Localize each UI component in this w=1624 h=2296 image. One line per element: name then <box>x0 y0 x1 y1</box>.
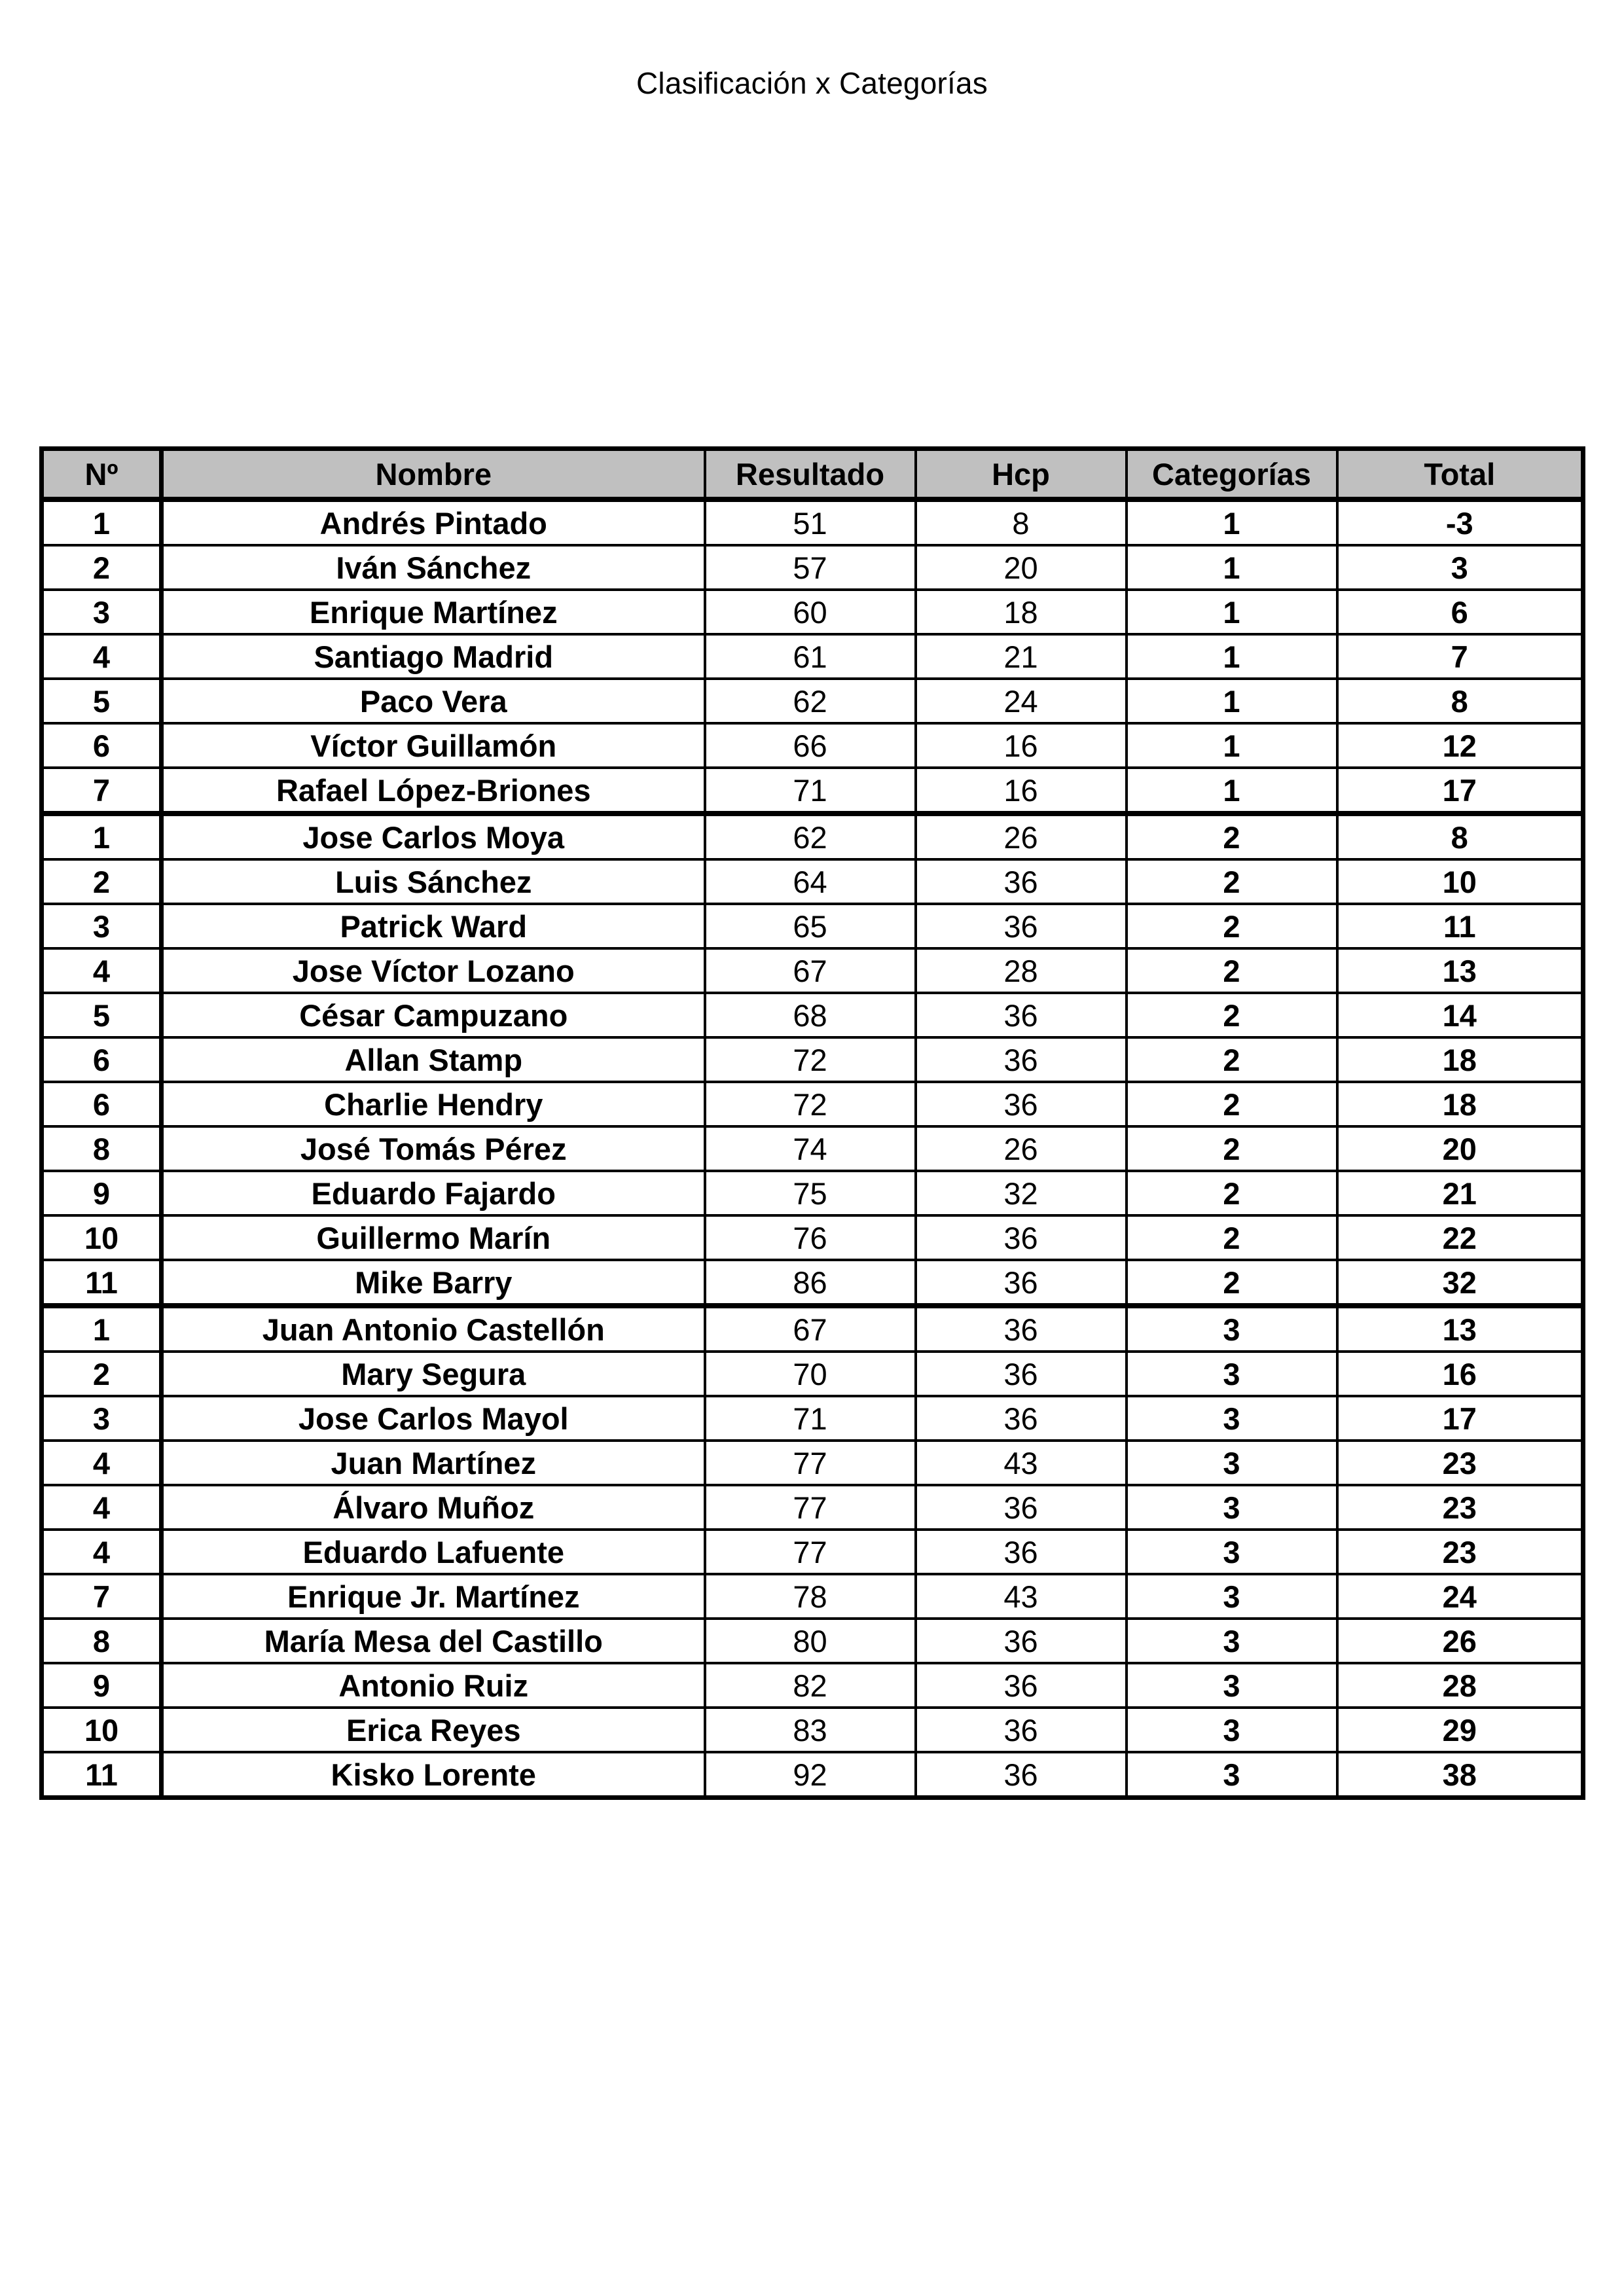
cell-hcp: 36 <box>916 1663 1127 1708</box>
cell-hcp: 26 <box>916 1126 1127 1171</box>
cell-name: Jose Víctor Lozano <box>162 948 705 993</box>
cell-num: 11 <box>42 1752 162 1798</box>
cell-num: 6 <box>42 723 162 768</box>
cell-result: 72 <box>705 1082 916 1126</box>
cell-num: 1 <box>42 499 162 545</box>
cell-num: 7 <box>42 1574 162 1619</box>
cell-result: 51 <box>705 499 916 545</box>
table-row <box>42 948 1583 993</box>
cell-result: 71 <box>705 768 916 814</box>
cell-num: 4 <box>42 1485 162 1530</box>
cell-hcp: 36 <box>916 1306 1127 1352</box>
cell-num: 6 <box>42 1082 162 1126</box>
cell-num: 8 <box>42 1619 162 1663</box>
cell-num: 8 <box>42 1126 162 1171</box>
table-row <box>42 1260 1583 1306</box>
table-row <box>42 1126 1583 1171</box>
table-row <box>42 1619 1583 1663</box>
table-row <box>42 499 1583 545</box>
cell-hcp: 36 <box>916 904 1127 948</box>
cell-result: 62 <box>705 814 916 859</box>
cell-name: María Mesa del Castillo <box>162 1619 705 1663</box>
cell-result: 86 <box>705 1260 916 1306</box>
table-header <box>42 449 1583 500</box>
cell-total: 16 <box>1337 1352 1583 1396</box>
table-row <box>42 723 1583 768</box>
cell-total: 23 <box>1337 1441 1583 1485</box>
table-row <box>42 590 1583 634</box>
cell-hcp: 36 <box>916 1215 1127 1260</box>
table-row <box>42 634 1583 679</box>
cell-result: 65 <box>705 904 916 948</box>
cell-num: 6 <box>42 1037 162 1082</box>
table-row <box>42 1306 1583 1352</box>
table-row <box>42 904 1583 948</box>
cell-result: 64 <box>705 859 916 904</box>
cell-category: 3 <box>1127 1663 1337 1708</box>
cell-name: Jose Carlos Mayol <box>162 1396 705 1441</box>
cell-num: 9 <box>42 1663 162 1708</box>
cell-category: 1 <box>1127 499 1337 545</box>
cell-total: 32 <box>1337 1260 1583 1306</box>
cell-result: 67 <box>705 1306 916 1352</box>
cell-category: 2 <box>1127 1082 1337 1126</box>
cell-name: Álvaro Muñoz <box>162 1485 705 1530</box>
cell-hcp: 36 <box>916 1485 1127 1530</box>
cell-category: 2 <box>1127 814 1337 859</box>
table-row <box>42 1441 1583 1485</box>
table-row <box>42 1663 1583 1708</box>
cell-category: 3 <box>1127 1530 1337 1574</box>
table-row <box>42 1530 1583 1574</box>
cell-result: 78 <box>705 1574 916 1619</box>
cell-name: Eduardo Lafuente <box>162 1530 705 1574</box>
cell-category: 1 <box>1127 590 1337 634</box>
header-category: Categorías <box>1127 449 1337 500</box>
cell-hcp: 16 <box>916 723 1127 768</box>
cell-result: 62 <box>705 679 916 723</box>
cell-name: Andrés Pintado <box>162 499 705 545</box>
cell-total: 6 <box>1337 590 1583 634</box>
cell-total: -3 <box>1337 499 1583 545</box>
cell-total: 26 <box>1337 1619 1583 1663</box>
cell-result: 77 <box>705 1441 916 1485</box>
cell-result: 60 <box>705 590 916 634</box>
table-row <box>42 1215 1583 1260</box>
cell-category: 3 <box>1127 1485 1337 1530</box>
header-hcp: Hcp <box>916 449 1127 500</box>
cell-name: Patrick Ward <box>162 904 705 948</box>
cell-category: 2 <box>1127 1215 1337 1260</box>
cell-total: 10 <box>1337 859 1583 904</box>
cell-total: 22 <box>1337 1215 1583 1260</box>
cell-name: Charlie Hendry <box>162 1082 705 1126</box>
cell-result: 72 <box>705 1037 916 1082</box>
cell-name: Antonio Ruiz <box>162 1663 705 1708</box>
cell-name: Erica Reyes <box>162 1708 705 1752</box>
header-result: Resultado <box>705 449 916 500</box>
cell-total: 18 <box>1337 1037 1583 1082</box>
cell-hcp: 43 <box>916 1441 1127 1485</box>
cell-total: 8 <box>1337 679 1583 723</box>
cell-result: 83 <box>705 1708 916 1752</box>
cell-name: Santiago Madrid <box>162 634 705 679</box>
table-row <box>42 859 1583 904</box>
cell-category: 3 <box>1127 1306 1337 1352</box>
cell-category: 2 <box>1127 993 1337 1037</box>
cell-total: 12 <box>1337 723 1583 768</box>
cell-result: 75 <box>705 1171 916 1215</box>
table-row <box>42 1037 1583 1082</box>
table-row <box>42 1396 1583 1441</box>
cell-num: 1 <box>42 814 162 859</box>
cell-num: 2 <box>42 1352 162 1396</box>
table-row <box>42 1708 1583 1752</box>
cell-category: 2 <box>1127 1126 1337 1171</box>
cell-name: Juan Antonio Castellón <box>162 1306 705 1352</box>
cell-hcp: 36 <box>916 1352 1127 1396</box>
cell-name: Juan Martínez <box>162 1441 705 1485</box>
cell-category: 1 <box>1127 634 1337 679</box>
cell-name: Allan Stamp <box>162 1037 705 1082</box>
table-row <box>42 1752 1583 1798</box>
cell-name: Rafael López-Briones <box>162 768 705 814</box>
table-row <box>42 768 1583 814</box>
cell-total: 24 <box>1337 1574 1583 1619</box>
cell-hcp: 18 <box>916 590 1127 634</box>
cell-category: 1 <box>1127 545 1337 590</box>
cell-hcp: 28 <box>916 948 1127 993</box>
cell-name: Enrique Martínez <box>162 590 705 634</box>
cell-hcp: 36 <box>916 1708 1127 1752</box>
cell-name: José Tomás Pérez <box>162 1126 705 1171</box>
cell-result: 74 <box>705 1126 916 1171</box>
cell-name: Víctor Guillamón <box>162 723 705 768</box>
table-row <box>42 814 1583 859</box>
cell-hcp: 36 <box>916 1530 1127 1574</box>
cell-hcp: 20 <box>916 545 1127 590</box>
cell-hcp: 32 <box>916 1171 1127 1215</box>
table-row <box>42 1171 1583 1215</box>
cell-category: 2 <box>1127 1037 1337 1082</box>
cell-category: 3 <box>1127 1352 1337 1396</box>
cell-category: 3 <box>1127 1752 1337 1798</box>
cell-num: 3 <box>42 590 162 634</box>
cell-name: Eduardo Fajardo <box>162 1171 705 1215</box>
cell-total: 8 <box>1337 814 1583 859</box>
cell-total: 23 <box>1337 1485 1583 1530</box>
cell-total: 23 <box>1337 1530 1583 1574</box>
cell-num: 9 <box>42 1171 162 1215</box>
cell-category: 3 <box>1127 1708 1337 1752</box>
cell-hcp: 43 <box>916 1574 1127 1619</box>
cell-total: 29 <box>1337 1708 1583 1752</box>
cell-name: Enrique Jr. Martínez <box>162 1574 705 1619</box>
cell-total: 7 <box>1337 634 1583 679</box>
cell-hcp: 24 <box>916 679 1127 723</box>
table-row <box>42 1574 1583 1619</box>
cell-category: 2 <box>1127 1260 1337 1306</box>
cell-result: 77 <box>705 1530 916 1574</box>
header-row <box>42 449 1583 500</box>
cell-total: 13 <box>1337 948 1583 993</box>
cell-name: César Campuzano <box>162 993 705 1037</box>
cell-num: 10 <box>42 1215 162 1260</box>
cell-total: 18 <box>1337 1082 1583 1126</box>
cell-result: 67 <box>705 948 916 993</box>
table-row <box>42 545 1583 590</box>
cell-num: 2 <box>42 859 162 904</box>
cell-name: Kisko Lorente <box>162 1752 705 1798</box>
cell-num: 3 <box>42 904 162 948</box>
cell-result: 68 <box>705 993 916 1037</box>
cell-total: 17 <box>1337 1396 1583 1441</box>
cell-total: 13 <box>1337 1306 1583 1352</box>
cell-hcp: 36 <box>916 859 1127 904</box>
cell-name: Paco Vera <box>162 679 705 723</box>
cell-hcp: 21 <box>916 634 1127 679</box>
header-total: Total <box>1337 449 1583 500</box>
cell-name: Guillermo Marín <box>162 1215 705 1260</box>
cell-total: 28 <box>1337 1663 1583 1708</box>
cell-category: 3 <box>1127 1574 1337 1619</box>
cell-result: 82 <box>705 1663 916 1708</box>
table-row <box>42 679 1583 723</box>
cell-category: 2 <box>1127 948 1337 993</box>
page-title: Clasificación x Categorías <box>636 66 988 100</box>
cell-hcp: 8 <box>916 499 1127 545</box>
table-row <box>42 1352 1583 1396</box>
cell-num: 3 <box>42 1396 162 1441</box>
cell-name: Jose Carlos Moya <box>162 814 705 859</box>
cell-category: 2 <box>1127 1171 1337 1215</box>
cell-num: 7 <box>42 768 162 814</box>
cell-total: 38 <box>1337 1752 1583 1798</box>
cell-hcp: 36 <box>916 1752 1127 1798</box>
cell-result: 71 <box>705 1396 916 1441</box>
classification-table <box>39 446 1585 1800</box>
cell-num: 10 <box>42 1708 162 1752</box>
cell-hcp: 16 <box>916 768 1127 814</box>
cell-hcp: 36 <box>916 1619 1127 1663</box>
cell-num: 5 <box>42 679 162 723</box>
cell-hcp: 36 <box>916 1260 1127 1306</box>
cell-category: 1 <box>1127 679 1337 723</box>
table-body <box>42 499 1583 1798</box>
cell-hcp: 36 <box>916 1037 1127 1082</box>
cell-hcp: 36 <box>916 1396 1127 1441</box>
cell-result: 76 <box>705 1215 916 1260</box>
cell-name: Iván Sánchez <box>162 545 705 590</box>
table-row <box>42 993 1583 1037</box>
cell-result: 70 <box>705 1352 916 1396</box>
cell-result: 61 <box>705 634 916 679</box>
cell-category: 1 <box>1127 768 1337 814</box>
cell-category: 2 <box>1127 859 1337 904</box>
header-name: Nombre <box>162 449 705 500</box>
cell-name: Mary Segura <box>162 1352 705 1396</box>
cell-num: 4 <box>42 1441 162 1485</box>
cell-num: 1 <box>42 1306 162 1352</box>
cell-name: Luis Sánchez <box>162 859 705 904</box>
cell-category: 3 <box>1127 1396 1337 1441</box>
cell-total: 17 <box>1337 768 1583 814</box>
cell-result: 80 <box>705 1619 916 1663</box>
cell-category: 3 <box>1127 1441 1337 1485</box>
cell-category: 1 <box>1127 723 1337 768</box>
cell-result: 66 <box>705 723 916 768</box>
cell-hcp: 36 <box>916 993 1127 1037</box>
cell-category: 3 <box>1127 1619 1337 1663</box>
cell-result: 57 <box>705 545 916 590</box>
header-num: Nº <box>42 449 162 500</box>
cell-num: 2 <box>42 545 162 590</box>
cell-total: 11 <box>1337 904 1583 948</box>
cell-num: 11 <box>42 1260 162 1306</box>
cell-total: 3 <box>1337 545 1583 590</box>
cell-name: Mike Barry <box>162 1260 705 1306</box>
cell-num: 5 <box>42 993 162 1037</box>
cell-result: 92 <box>705 1752 916 1798</box>
cell-num: 4 <box>42 1530 162 1574</box>
table-row <box>42 1082 1583 1126</box>
cell-num: 4 <box>42 634 162 679</box>
cell-num: 4 <box>42 948 162 993</box>
cell-category: 2 <box>1127 904 1337 948</box>
cell-total: 21 <box>1337 1171 1583 1215</box>
cell-hcp: 26 <box>916 814 1127 859</box>
cell-total: 14 <box>1337 993 1583 1037</box>
cell-total: 20 <box>1337 1126 1583 1171</box>
cell-result: 77 <box>705 1485 916 1530</box>
cell-hcp: 36 <box>916 1082 1127 1126</box>
table-row <box>42 1485 1583 1530</box>
